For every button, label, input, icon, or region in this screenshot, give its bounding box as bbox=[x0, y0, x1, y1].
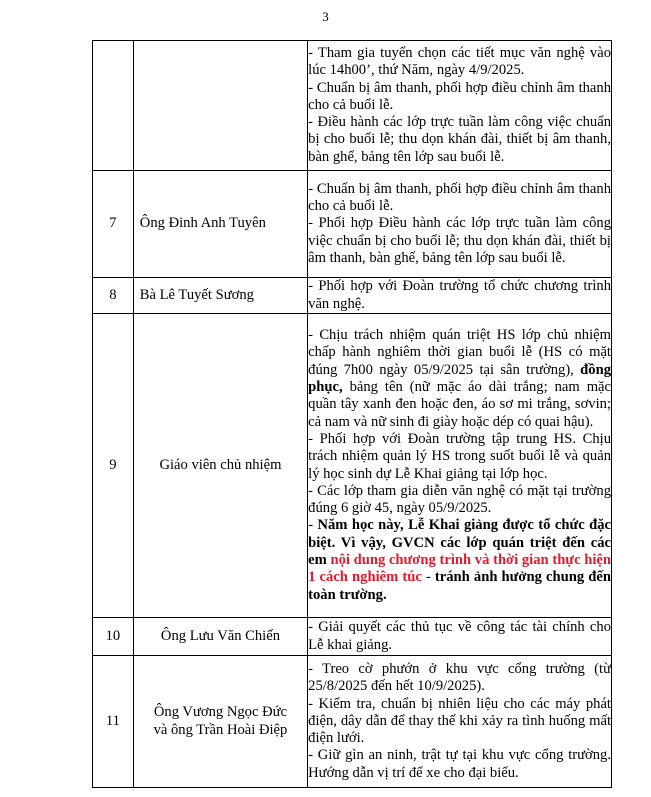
task-item: - Giải quyết các thủ tục về công tác tài chính cho Lễ khai giảng. bbox=[308, 619, 611, 653]
table-row bbox=[93, 171, 612, 278]
assignee-name: Bà Lê Tuyết Sương bbox=[133, 278, 307, 314]
task-cell bbox=[308, 656, 612, 788]
row-number: 7 bbox=[93, 171, 134, 278]
task-item: - Chuẩn bị âm thanh, phối hợp điều chỉnh âm thanh cho cả buổi lễ. bbox=[308, 180, 611, 215]
assignee-name: Giáo viên chủ nhiệm bbox=[133, 314, 307, 618]
table-row bbox=[93, 278, 612, 314]
bold-emphasis: Năm học này, Lễ Khai giảng được tổ chức đặc biệt. Vì vậy, GVCN các lớp quán triệt đến các em bbox=[308, 517, 611, 568]
task-cell bbox=[308, 618, 612, 656]
row-number: 9 bbox=[93, 314, 134, 618]
task-item: - Chịu trách nhiệm quán triệt HS lớp chủ nhiệm chấp hành nghiêm thời gian buổi lễ (HS có mặt đúng 7h00 ngày 05/9/2025 tại sân trường), đồng phục, bảng tên (nữ mặc áo dài trắng; nam mặc quần tây xanh đen hoặc đen, áo sơ mi trắng, sơvin; cả nam và nữ sinh đi giày hoặc dép có quai hậu). bbox=[308, 327, 611, 430]
task-item: - Phối hợp Điều hành các lớp trực tuần làm công việc chuẩn bị cho buổi lễ; thu dọn khán đài, thiết bị âm thanh, bàn ghế, bảng tên lớp sau buổi lễ. bbox=[308, 215, 611, 266]
assignee-name: Ông Lưu Văn Chiến bbox=[133, 618, 307, 656]
assignment-table bbox=[92, 40, 612, 788]
table-row bbox=[93, 41, 612, 171]
row-number bbox=[93, 41, 134, 171]
task-item: - Điều hành các lớp trực tuần làm công việc chuẩn bị cho buổi lễ; thu dọn khán đài, thiết bị âm thanh, bàn ghế, bảng tên lớp sau buổi lễ. bbox=[308, 114, 611, 165]
task-item: - Tham gia tuyển chọn các tiết mục văn nghệ vào lúc 14h00’, thứ Năm, ngày 4/9/2025. bbox=[308, 44, 611, 79]
task-item: - Năm học này, Lễ Khai giảng được tổ chức đặc biệt. Vì vậy, GVCN các lớp quán triệt đến các em nội dung chương trình và thời gian thực hiện 1 cách nghiêm túc - tránh ảnh hưởng chung đến toàn trường. bbox=[308, 517, 611, 603]
task-item: - Các lớp tham gia diễn văn nghệ có mặt tại trường đúng 6 giờ 45, ngày 05/9/2025. bbox=[308, 482, 611, 517]
table-row bbox=[93, 656, 612, 788]
task-item: - Phối hợp với Đoàn trường tập trung HS. Chịu trách nhiệm quản lý HS trong suốt buổi lễ và quản lý học sinh dự Lễ Khai giảng tại lớp học. bbox=[308, 430, 611, 482]
row-number: 11 bbox=[93, 656, 134, 788]
task-cell bbox=[308, 171, 612, 278]
task-cell bbox=[308, 314, 612, 618]
row-number: 8 bbox=[93, 278, 134, 314]
red-emphasis: nội dung chương trình và thời gian thực hiện 1 cách nghiêm túc bbox=[308, 551, 611, 586]
page-number: 3 bbox=[322, 9, 329, 24]
task-cell bbox=[308, 278, 612, 314]
bold-emphasis: tránh ảnh hưởng chung đến toàn trường. bbox=[308, 569, 611, 603]
task-item: - Treo cờ phướn ở khu vực cổng trường (từ 25/8/2025 đến hết 10/9/2025). bbox=[308, 660, 611, 695]
assignee-name bbox=[133, 41, 307, 171]
assignee-name: Ông Vương Ngọc Đức và ông Trần Hoài Điệp bbox=[133, 656, 307, 788]
task-item: - Phối hợp với Đoàn trường tổ chức chương trình văn nghệ. bbox=[308, 278, 611, 312]
table-row bbox=[93, 618, 612, 656]
task-item: - Giữ gìn an ninh, trật tự tại khu vực cổng trường. Hướng dẫn vị trí để xe cho đại biểu. bbox=[308, 747, 611, 781]
table-row bbox=[93, 314, 612, 618]
task-item: - Chuẩn bị âm thanh, phối hợp điều chỉnh âm thanh cho cả buổi lễ. bbox=[308, 79, 611, 113]
task-cell bbox=[308, 41, 612, 171]
task-item: - Kiểm tra, chuẩn bị nhiên liệu cho các máy phát điện, dây dẫn để thay thế khi xảy ra tình huống mất điện lưới. bbox=[308, 695, 611, 747]
assignee-name: Ông Đinh Anh Tuyên bbox=[133, 171, 307, 278]
row-number: 10 bbox=[93, 618, 134, 656]
bold-emphasis: đồng phục, bbox=[308, 361, 611, 396]
